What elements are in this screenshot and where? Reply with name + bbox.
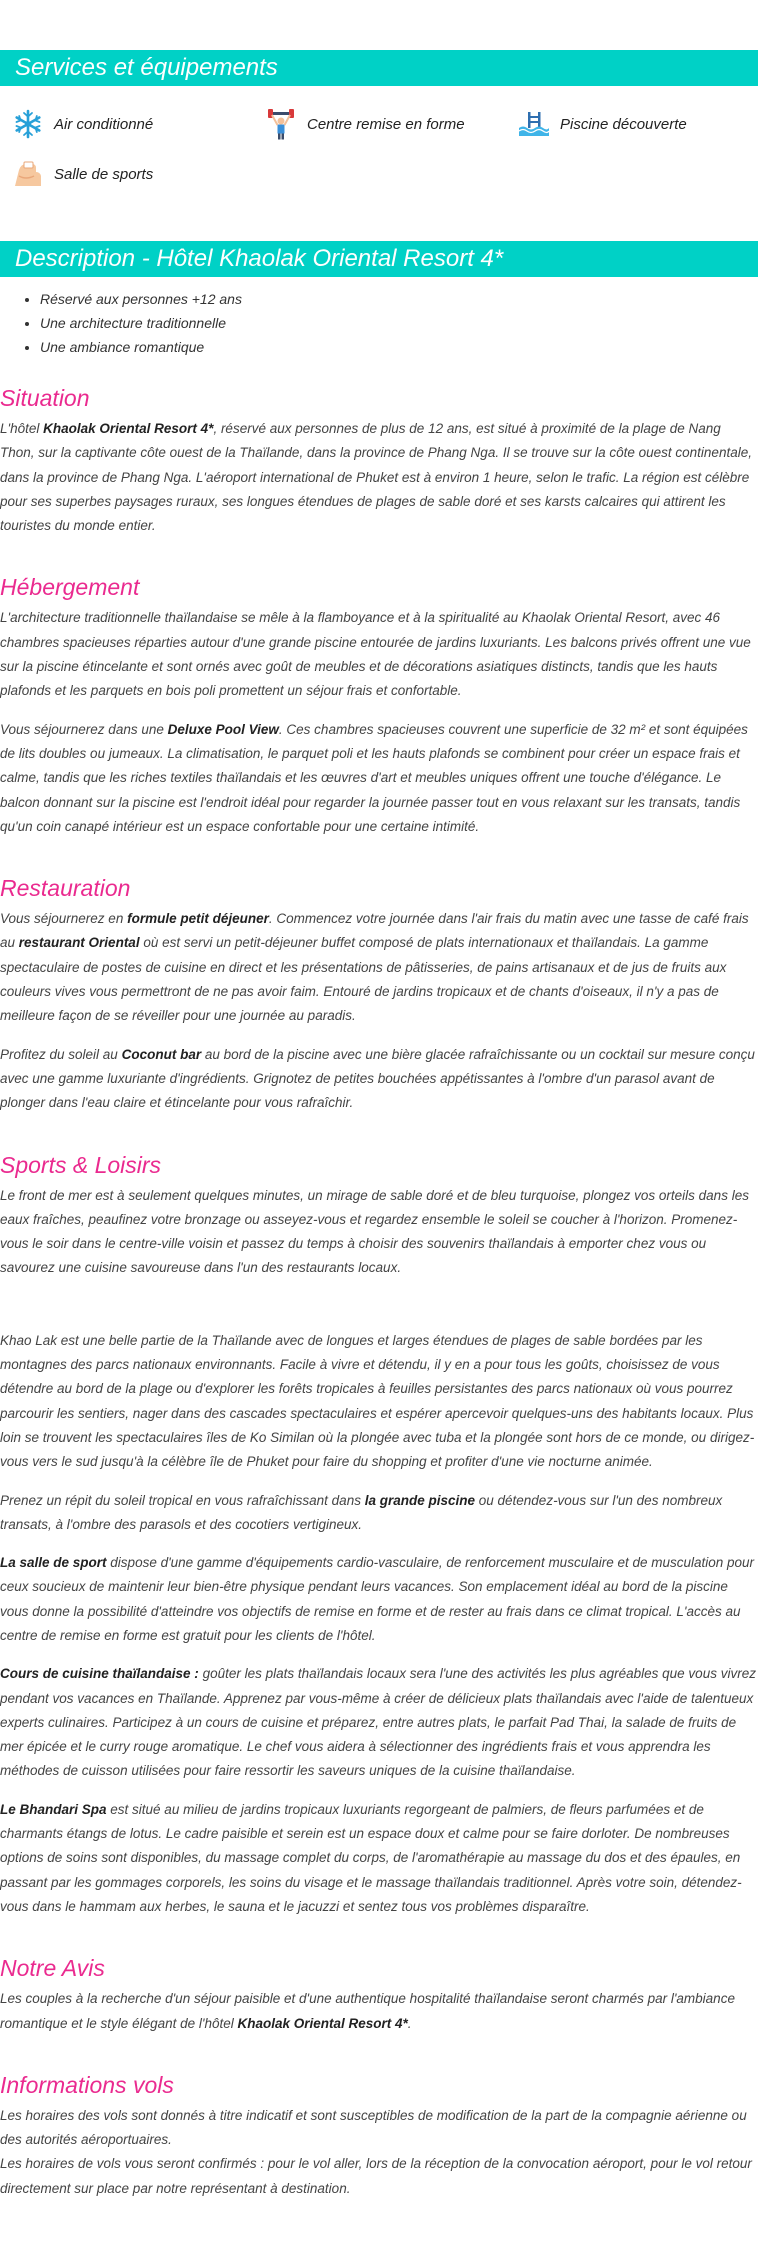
services-list xyxy=(0,86,758,190)
list-item: • Une ambiance romantique xyxy=(40,335,758,359)
service-label: Centre remise en forme xyxy=(307,115,465,133)
service-item xyxy=(12,108,265,140)
features-list xyxy=(0,287,758,359)
service-label: Salle de sports xyxy=(54,165,154,183)
sports-text-2: Khao Lak est une belle partie de la Thaïlande avec de longues et larges étendues de plages de sable bordées par les montagnes des parcs nationaux environnants. Facile à vivre et détendu, il y en a pour tous les goûts, choisissez de vous détendre au bord de la plage ou d'explorer les forêts tropicales à feuilles persistantes des parcs nationaux où vous pourrez parcourir les sentiers, nager dans des cascades spectaculaires et espérer apercevoir quelques-uns des habitants locaux. Plus loin se trouvent les spectaculaires îles de Ko Similan où la plongée avec tuba et la plongée sont hors de ce monde, ou dirigez-vous vers le sud jusqu'à la célèbre île de Phuket pour faire du shopping et profiter d'une vie nocturne animée. xyxy=(0,1332,755,1470)
weights-icon xyxy=(265,108,297,140)
restauration-text-2: Profitez du soleil au Coconut bar au bord de la piscine avec une bière glacée rafraîchissante ou un cocktail sur mesure conçu avec une gamme luxuriante d'ingrédients. Grignotez de petites bouchées appétissantes à l'ombre d'un parasol avant de plonger dans l'eau claire et étincelante pour vous rafraîchir. xyxy=(0,1046,755,1111)
section-title-avis: Notre Avis xyxy=(0,1955,105,1982)
hebergement-text-2: Vous séjournerez dans une Deluxe Pool View. Ces chambres spacieuses couvrent une superficie de 32 m² et sont équipées de lits doubles ou jumeaux. La climatisation, le parquet poli et les hauts plafonds se combinent pour créer un espace frais et calme, tandis que les riches textiles thaïlandais et les œuvres d'art et meubles uniques offrent une touche d'élégance. Le balcon donnant sur la piscine est l'endroit idéal pour regarder la journée passer tout en vous relaxant sur les transats, tandis qu'un coin canapé intérieur est un espace confortable pour une certaine intimité. xyxy=(0,721,748,834)
restauration-text-1: Vous séjournerez en formule petit déjeuner. Commencez votre journée dans l'air frais du matin avec une tasse de café frais au restaurant Oriental où est servi un petit-déjeuner buffet composé de plats internationaux et thaïlandais. La gamme spectaculaire de postes de cuisine en direct et les présentations de pâtisseries, de pains artisanaux et de jus de fruits aux couleurs vives vous permettront de ne pas avoir faim. Entouré de jardins tropicaux et de chants d'oiseaux, il n'y a pas de meilleure façon de se réveiller pour une journée au paradis. xyxy=(0,911,749,1024)
sports-text-1: Le front de mer est à seulement quelques minutes, un mirage de sable doré et de bleu turquoise, plongez vos orteils dans les eaux fraîches, peaufinez votre bronzage ou asseyez-vous et regardez ensemble le soleil se coucher à l'horizon. Promenez-vous le soir dans le centre-ville voisin et passez du temps à choisir des souvenirs thaïlandais à emporter chez vous ou savourez une cuisine savoureuse dans l'un des restaurants locaux. xyxy=(0,1187,749,1276)
section-title-restauration: Restauration xyxy=(0,875,131,902)
service-item xyxy=(265,108,518,140)
sports-text-5: Cours de cuisine thaïlandaise : goûter les plats thaïlandais locaux sera l'une des activités les plus agréables que vous vivrez pendant vos vacances en Thaïlande. Apprenez par vous-même à créer de délicieux plats thaïlandais avec l'aide de talentueux experts culinaires. Participez à un cours de cuisine et préparez, entre autres plats, le parfait Pad Thai, la salade de fruits de mer épicée et le curry rouge aromatique. Le chef vous aidera à sélectionner des ingrédients frais et vous apprendra les méthodes de cuisson utilisées pour faire ressortir les saveurs uniques de la cuisine thaïlandaise. xyxy=(0,1666,756,1779)
services-banner: Services et équipements xyxy=(0,50,758,86)
pool-icon xyxy=(518,108,550,140)
list-item: • Réservé aux personnes +12 ans xyxy=(40,287,758,311)
vols-text-1: Les horaires des vols sont donnés à titre indicatif et sont susceptibles de modification de la part de la compagnie aérienne ou des autorités aéroportuaires. xyxy=(0,2107,747,2148)
service-item xyxy=(518,108,758,140)
sports-text-6: Le Bhandari Spa est situé au milieu de jardins tropicaux luxuriants regorgeant de palmiers, de fleurs parfumées et de charmants étangs de lotus. Le cadre paisible et serein est un espace doux et calme pour se faire dorloter. De nombreuses options de soins sont disponibles, du massage complet du corps, de l'aromathérapie au massage du dos et des épaules, en passant par les gommages corporels, les soins du visage et le massage thaïlandais traditionnel. Après votre soin, détendez-vous dans le hammam aux herbes, le sauna et le jacuzzi et sentez tous vos problèmes disparaître. xyxy=(0,1801,742,1914)
section-title-sports: Sports & Loisirs xyxy=(0,1151,162,1178)
section-title-vols: Informations vols xyxy=(0,2071,174,2098)
service-label: Piscine découverte xyxy=(560,115,687,133)
vols-text-2: Les horaires de vols vous seront confirmés : pour le vol aller, lors de la réception de la convocation aéroport, pour le vol retour directement sur place par notre représentant à destination. xyxy=(0,2156,752,2196)
avis-text: Les couples à la recherche d'un séjour paisible et d'une authentique hospitalité thaïlandaise seront charmés par l'ambiance romantique et le style élégant de l'hôtel Khaolak Oriental Resort 4*. xyxy=(0,1991,735,2031)
sports-text-4: La salle de sport dispose d'une gamme d'équipements cardio-vasculaire, de renforcement musculaire et de musculation pour ceux soucieux de maintenir leur bien-être physique pendant leurs vacances. Son emplacement idéal au bord de la piscine vous donne la possibilité d'atteindre vos objectifs de remise en forme et de rester au frais dans ce climat tropical. L'accès au centre de remise en forme est gratuit pour les clients de l'hôtel. xyxy=(0,1555,755,1643)
section-title-situation: Situation xyxy=(0,385,90,411)
hebergement-text-1: L'architecture traditionnelle thaïlandaise se mêle à la flamboyance et à la spiritualité au Khaolak Oriental Resort, avec 46 chambres spacieuses réparties autour d'une grande piscine entourée de jardins luxuriants. Les balcons privés offrent une vue sur la piscine étincelante et sont ornés avec goût de meubles et de décorations asiatiques distincts, tandis que les hauts plafonds et les parquets en bois poli promettent un séjour frais et confortable. xyxy=(0,610,751,699)
sports-text-3: Prenez un répit du soleil tropical en vous rafraîchissant dans la grande piscine ou détendez-vous sur l'un des nombreux transats, à l'ombre des parasols et des cocotiers vertigineux. xyxy=(0,1492,723,1532)
situation-text: L'hôtel Khaolak Oriental Resort 4*, réservé aux personnes de plus de 12 ans, est situé à proximité de la plage de Nang Thon, sur la captivante côte ouest de la Thaïlande, dans la province de Phang Nga. Il se trouve sur la côte ouest continentale, dans la province de Phang Nga. L'aéroport international de Phuket est à environ 1 heure, selon le trafic. La région est célèbre pour ses superbes paysages ruraux, ses longues étendues de plages de sable doré et ses karsts calcaires qui attirent les touristes du monde entier. xyxy=(0,421,752,534)
service-item xyxy=(12,158,265,190)
fitness-icon xyxy=(12,158,44,190)
service-label: Air conditionné xyxy=(54,115,154,133)
section-title-hebergement: Hébergement xyxy=(0,574,140,601)
description-banner: Description - Hôtel Khaolak Oriental Resort 4* xyxy=(0,241,758,277)
snowflake-icon xyxy=(12,108,44,140)
list-item: • Une architecture traditionnelle xyxy=(40,311,758,335)
